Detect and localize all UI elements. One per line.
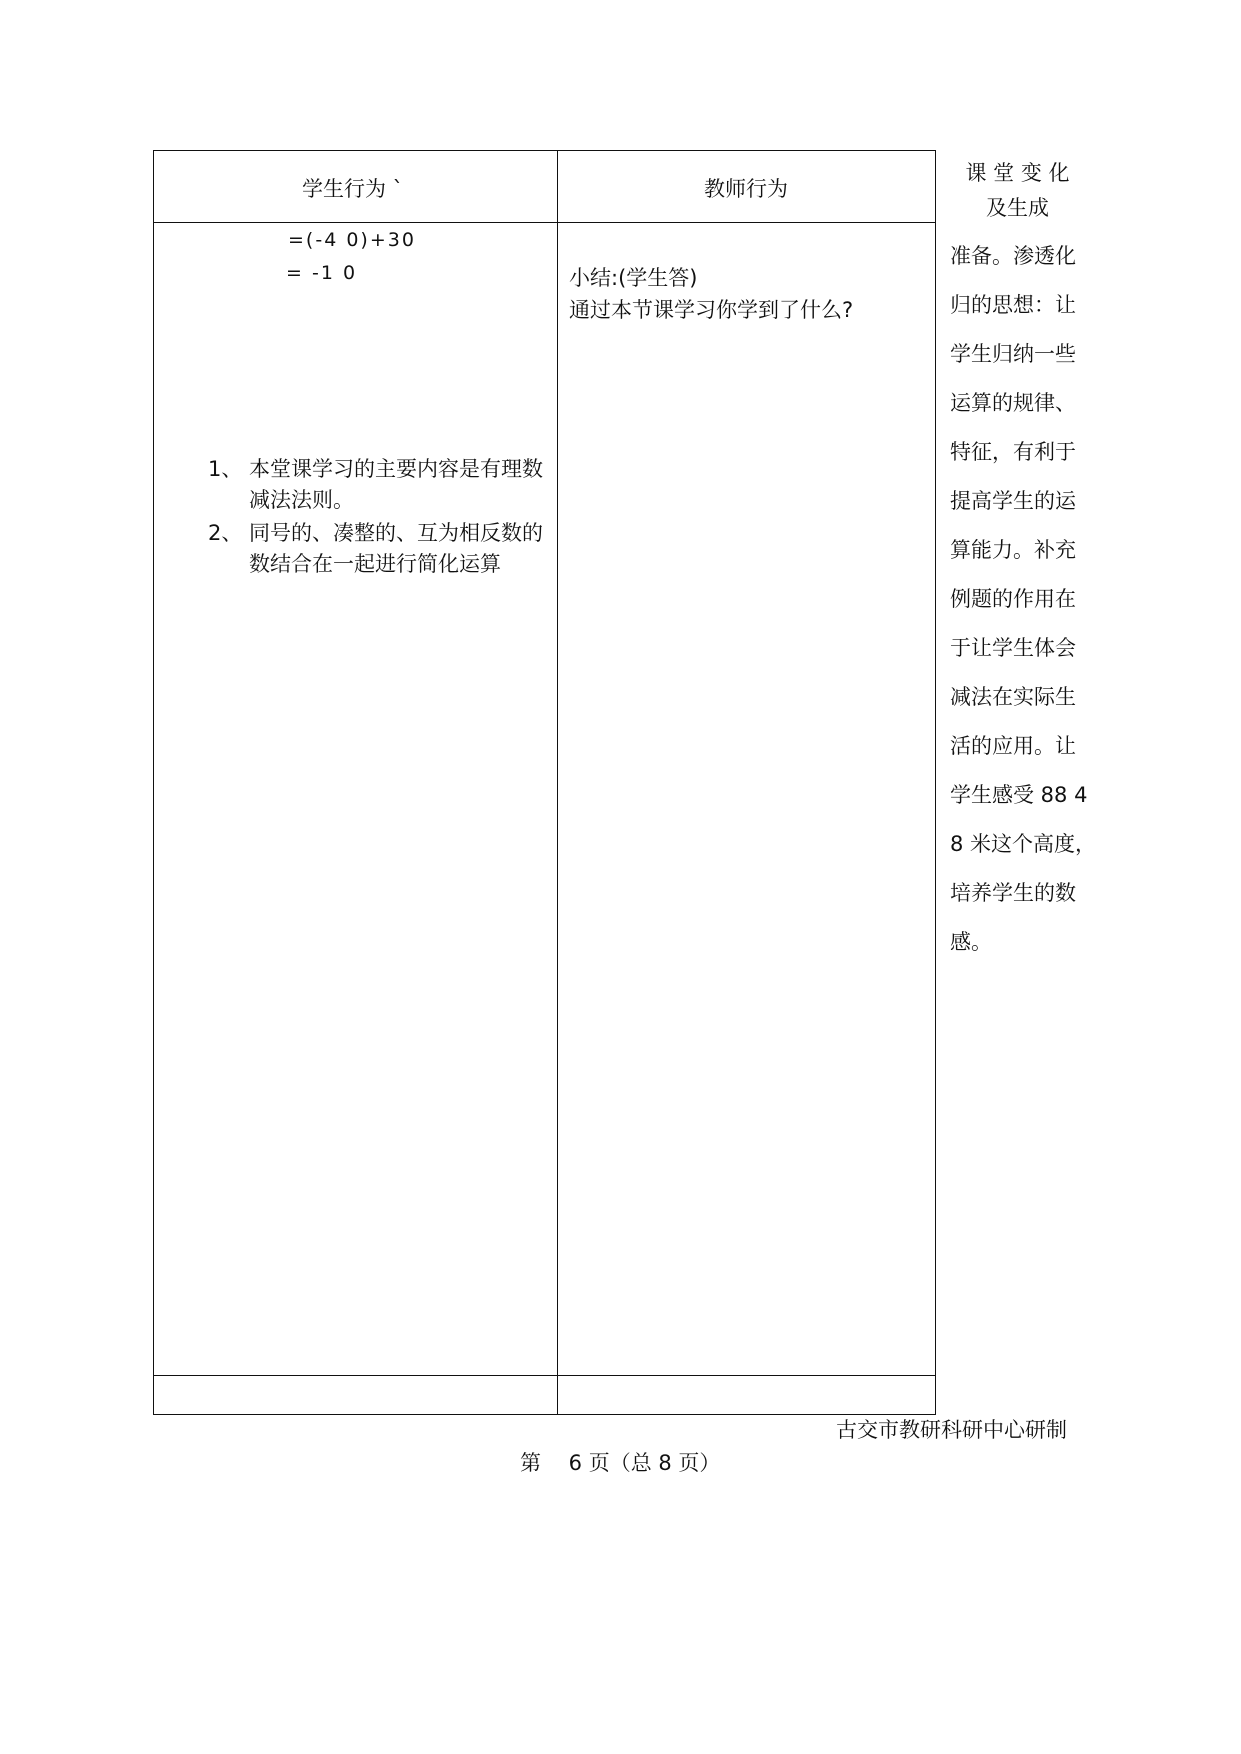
table-column-divider [557,150,558,1415]
classroom-changes-header-line1: 课 堂 变 化 [965,161,1070,185]
student-summary-list [208,454,560,582]
notes-line-3: 学生归纳一些 [950,342,1076,366]
notes-line-8: 例题的作用在 [950,587,1076,611]
summary-item-1 [208,454,560,516]
teacher-summary-prompt: 小结:(学生答) [569,266,698,290]
classroom-changes-notes [950,232,1100,967]
student-math-line-2: = -1 0 [286,262,358,284]
summary-item-2-number: 2、 [208,521,243,545]
table-bottom-border [153,1414,936,1415]
notes-line-4: 运算的规律、 [950,391,1076,415]
notes-line-6: 提高学生的运 [950,489,1076,513]
summary-item-1-text: 本堂课学习的主要内容是有理数减法法则。 [249,457,543,512]
table-top-border [153,150,936,151]
summary-item-2 [208,518,560,580]
table-last-row-divider [153,1375,936,1376]
classroom-changes-header-line2: 及生成 [986,196,1049,220]
footer-organization: 古交市教研科研中心研制 [836,1418,1067,1442]
summary-item-2-text: 同号的、凑整的、互为相反数的数结合在一起进行简化运算 [249,521,543,576]
notes-line-11: 活的应用。让 [950,734,1076,758]
notes-line-1: 准备。渗透化 [950,244,1076,268]
table-left-border [153,150,154,1415]
classroom-changes-header [960,156,1075,226]
table-right-border [935,150,936,1415]
notes-line-10: 减法在实际生 [950,685,1076,709]
notes-line-2: 归的思想：让 [950,293,1076,317]
notes-line-14: 培养学生的数 [950,881,1076,905]
notes-line-9: 于让学生体会 [950,636,1076,660]
footer-page-number: 第 6 页（总 8 页） [520,1451,721,1475]
student-behavior-header: 学生行为 ` [302,177,404,201]
teacher-summary-question: 通过本节课学习你学到了什么? [569,298,854,322]
notes-line-13: 8 米这个高度， [950,832,1097,856]
notes-line-15: 感。 [950,930,992,954]
notes-line-12: 学生感受 88 4 [950,783,1088,807]
summary-item-1-number: 1、 [208,457,243,481]
notes-line-5: 特征，有利于 [950,440,1076,464]
table-header-divider [153,222,936,223]
student-math-line-1: =(-4 0)+30 [288,229,416,251]
teacher-behavior-header: 教师行为 [704,177,788,201]
notes-line-7: 算能力。补充 [950,538,1076,562]
